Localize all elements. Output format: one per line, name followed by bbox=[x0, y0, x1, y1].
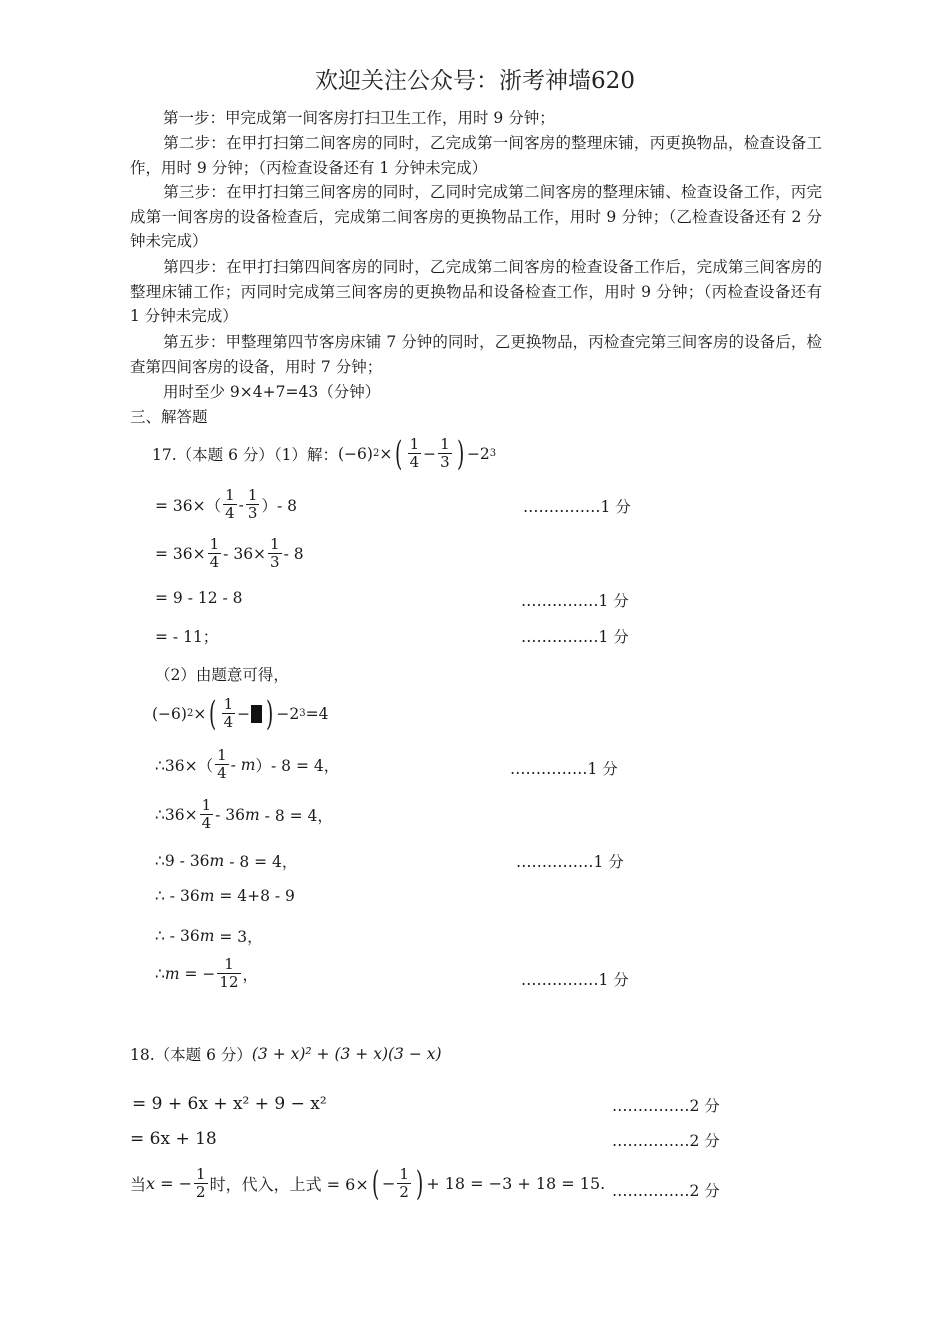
page-header-title: 欢迎关注公众号：浙考神墙620 bbox=[315, 68, 635, 94]
score-mark: ……………1 分 bbox=[521, 592, 629, 610]
q17-header: 17.（本题 6 分）（1）解： (−6) 2 × ( $\frac{1}{4}$ − $\frac{1}{3}$ ) −2 3 bbox=[152, 433, 497, 474]
covered-term bbox=[251, 705, 262, 723]
step-2: 第二步：在甲打扫第二间客房的同时，乙完成第一间客房的整理床铺，丙更换物品，检查设备工作，用时 9 分钟；（丙检查设备还有 1 分钟未完成） bbox=[130, 134, 822, 177]
score-mark: ……………2 分 bbox=[612, 1182, 720, 1200]
score-mark: ……………2 分 bbox=[612, 1132, 720, 1150]
q17-line-1: = 36×（ $\frac{1}{4}$ - $\frac{1}{3}$ ）- 8 bbox=[155, 486, 297, 522]
score-mark: ……………1 分 bbox=[510, 760, 618, 778]
section-title: 三、解答题 bbox=[130, 408, 208, 426]
q18-line-3: 当 x = − $\frac{1}{2}$ 时，代入，上式 = 6× ( − $\frac{1}{2}$ ) + 18 = −3 + 18 = 15 . bbox=[130, 1163, 606, 1204]
q17-step-2: ∴36× $\frac{1}{4}$ - 36 m - 8 = 4， bbox=[155, 796, 333, 832]
q18-line-1: = 9 + 6x + x² + 9 − x² bbox=[132, 1094, 327, 1114]
score-mark: ……………1 分 bbox=[521, 628, 629, 646]
q17-line-4: = - 11； bbox=[155, 628, 219, 646]
q17-step-5: ∴ - 36 m = 3， bbox=[155, 927, 263, 946]
q17-line-3: = 9 - 12 - 8 bbox=[155, 589, 243, 607]
q18-header: 18.（本题 6 分） (3 + x)² + (3 + x)(3 − x) bbox=[130, 1045, 442, 1064]
step-4: 第四步：在甲打扫第四间客房的同时，乙完成第二间客房的检查设备工作后，完成第三间客房的整理床铺工作；丙同时完成第三间客房的更换物品和设备检查工作，用时 9 分钟；（丙检查设备还有 1 分钟未完成） bbox=[130, 258, 822, 325]
q17-step-1: ∴36×（ $\frac{1}{4}$ - m ）- 8 = 4， bbox=[155, 746, 340, 782]
step-total: 用时至少 9×4+7=43（分钟） bbox=[163, 383, 381, 401]
step-5: 第五步：甲整理第四节客房床铺 7 分钟的同时，乙更换物品，丙检查完第三间客房的设备后，检查第四间客房的设备，用时 7 分钟； bbox=[130, 333, 822, 376]
fraction: $\frac{1}{3}$ bbox=[440, 435, 450, 471]
q17-step-3: ∴9 - 36 m - 8 = 4， bbox=[155, 852, 298, 871]
q17-step-6: ∴ m = − $\frac{1}{12}$ ， bbox=[155, 955, 259, 991]
fraction: $\frac{1}{4}$ bbox=[409, 435, 420, 471]
score-mark: ……………1 分 bbox=[516, 853, 624, 871]
step-1: 第一步：甲完成第一间客房打扫卫生工作，用时 9 分钟； bbox=[163, 109, 555, 127]
score-mark: ……………2 分 bbox=[612, 1097, 720, 1115]
q17-step-4: ∴ - 36 m = 4+8 - 9 bbox=[155, 887, 295, 905]
step-3: 第三步：在甲打扫第三间客房的同时，乙同时完成第二间客房的整理床铺、检查设备工作，丙完成第一间客房的设备检查后，完成第二间客房的更换物品工作，用时 9 分钟；（乙检查设备还有 2 分钟未完成） bbox=[130, 183, 822, 250]
q18-line-2: = 6x + 18 bbox=[130, 1129, 217, 1149]
q17-part2-label: （2）由题意可得， bbox=[155, 666, 289, 684]
score-mark: ……………1 分 bbox=[521, 971, 629, 989]
q17-equation: (−6) 2 × ( $\frac{1}{4}$ − ) −2 3 =4 bbox=[152, 693, 329, 734]
q17-line-2: = 36× $\frac{1}{4}$ - 36× $\frac{1}{3}$ - 8 bbox=[155, 535, 304, 571]
score-mark: ……………1 分 bbox=[523, 498, 631, 516]
